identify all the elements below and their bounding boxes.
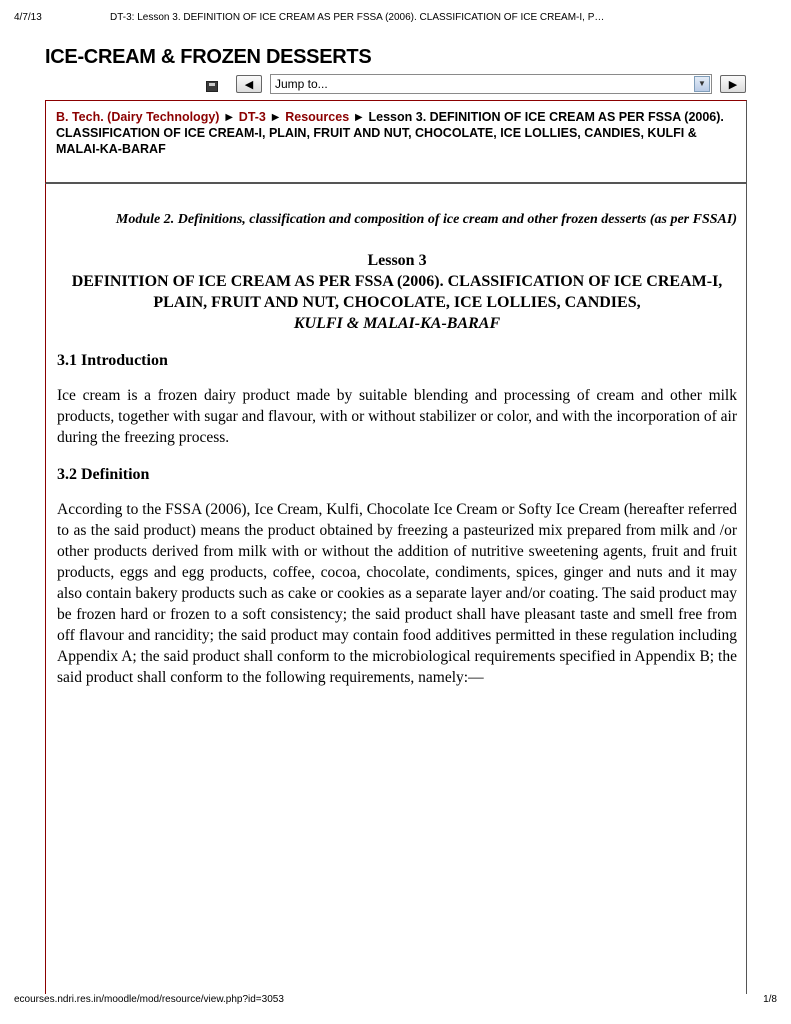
lesson-title-main: DEFINITION OF ICE CREAM AS PER FSSA (2006). CLASSIFICATION OF ICE CREAM-I, PLAIN, FRUIT AND NUT, CHOCOLATE, ICE LOLLIES, CANDIES, xyxy=(71,273,723,311)
page-number: 1/8 xyxy=(763,994,777,1005)
lesson-number: Lesson 3 xyxy=(367,252,427,269)
breadcrumb-separator: ► xyxy=(222,110,236,124)
jump-to-value: Jump to... xyxy=(275,77,328,91)
navigation-bar xyxy=(0,74,791,96)
breadcrumb-item-btech[interactable]: B. Tech. (Dairy Technology) xyxy=(56,110,220,124)
module-heading: Module 2. Definitions, classification and composition of ice cream and other frozen desserts (as per FSSAI) xyxy=(115,212,737,227)
previous-button[interactable]: ◀ xyxy=(236,75,262,93)
section-heading-definition: 3.2 Definition xyxy=(57,466,150,483)
lesson-title-italic: KULFI & MALAI-KA-BARAF xyxy=(293,315,501,332)
section-text-introduction: Ice cream is a frozen dairy product made by suitable blending and processing of cream and other milk products, together with sugar and flavour, with or without stabilizer or color, and with the incorporation of air during the freezing process. xyxy=(57,387,737,446)
breadcrumb-separator: ► xyxy=(269,110,282,124)
site-title[interactable]: ICE-CREAM & FROZEN DESSERTS xyxy=(45,46,372,68)
page-url: ecourses.ndri.res.in/moodle/mod/resource/view.php?id=3053 xyxy=(14,994,284,1005)
breadcrumb-item-resources[interactable]: Resources xyxy=(285,110,350,124)
print-date: 4/7/13 xyxy=(14,12,42,23)
jump-to-select[interactable] xyxy=(270,74,712,94)
next-button[interactable]: ▶ xyxy=(720,75,746,93)
breadcrumb-current: Lesson 3. DEFINITION OF ICE CREAM AS PER FSSA (2006). CLASSIFICATION OF ICE CREAM-I, PLAIN, FRUIT AND NUT, CHOCOLATE, ICE LOLLIES, CANDIES, KULFI & MALAI-KA-BARAF xyxy=(56,110,724,156)
breadcrumb xyxy=(45,100,747,184)
breadcrumb-item-dt3[interactable]: DT-3 xyxy=(238,110,266,124)
print-doc-title: DT-3: Lesson 3. DEFINITION OF ICE CREAM AS PER FSSA (2006). CLASSIFICATION OF ICE CREAM-I, P… xyxy=(110,12,605,23)
section-heading-introduction: 3.1 Introduction xyxy=(57,352,168,369)
lesson-title xyxy=(57,271,737,334)
lesson-content xyxy=(57,210,737,688)
chevron-down-icon[interactable]: ▼ xyxy=(694,76,710,92)
breadcrumb-separator: ► xyxy=(352,110,366,124)
save-icon[interactable] xyxy=(206,81,218,92)
section-text-definition: According to the FSSA (2006), Ice Cream, Kulfi, Chocolate Ice Cream or Softy Ice Cream (hereafter referred to as the said product) means the product obtained by freezing a pasteurized mix prepared from milk and /or other products derived from milk with or without the addition of nutritive sweetening agents, fruit and fruit products, eggs and egg products, coffee, cocoa, chocolate, condiments, spices, ginger and nuts and it may also contain bakery products such as cake or cookies as a separate layer and/or coating. The said product may be frozen hard or frozen to a soft consistency; the said product shall have pleasant taste and smell free from off flavour and rancidity; the said product may contain food additives permitted in these regulation including Appendix A; the said product shall conform to the microbiological requirements specified in Appendix B; the said product shall conform to the following requirements, namely:— xyxy=(57,501,737,686)
